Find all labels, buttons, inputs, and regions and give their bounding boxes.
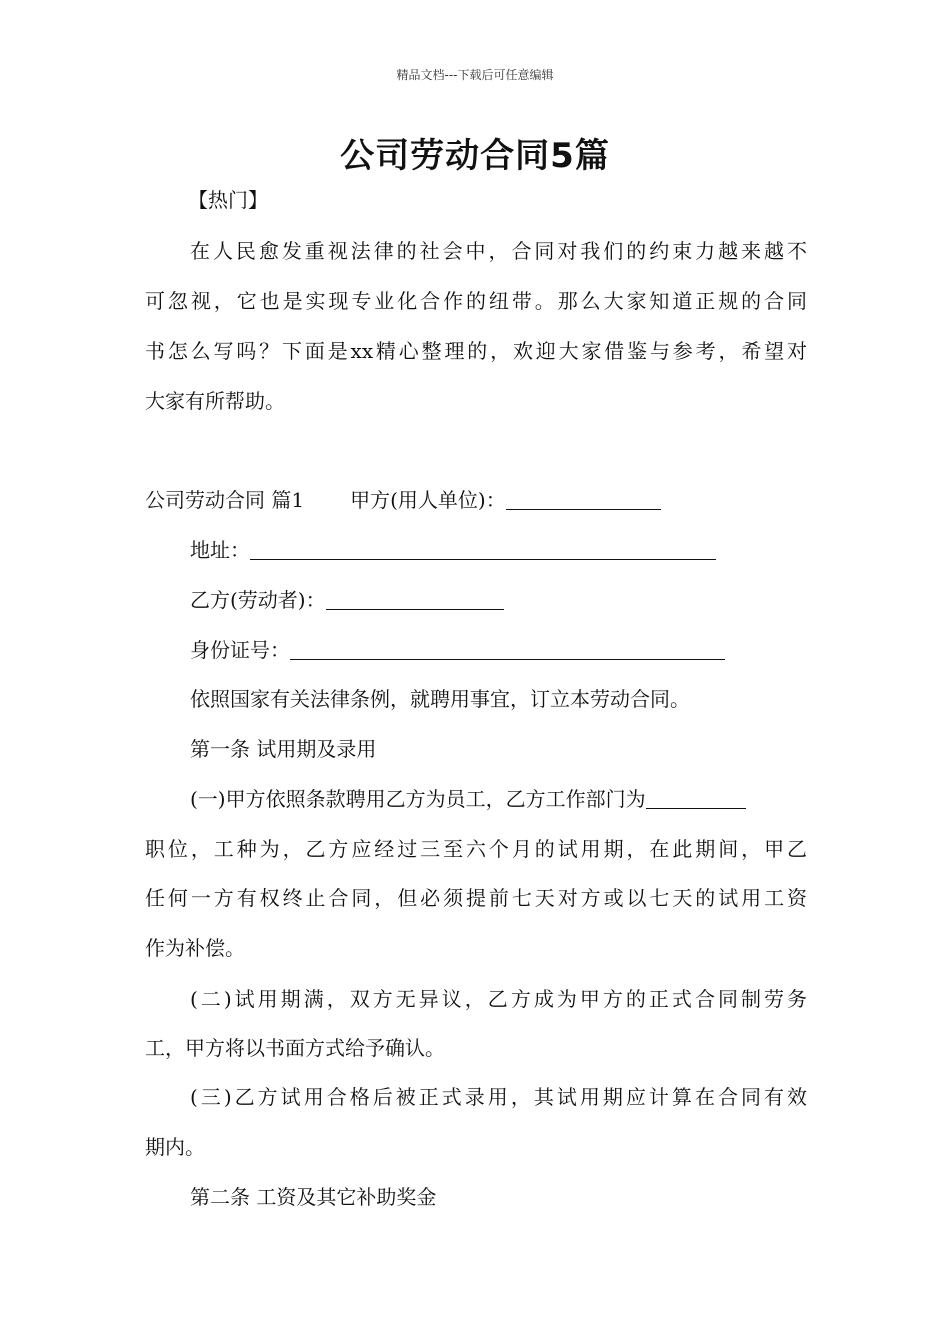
article2-title: 第二条 工资及其它补助奖金 — [190, 1185, 437, 1209]
a1-p1-line-2: 职位，工种为，乙方应经过三至六个月的试用期，在此期间，甲乙 — [145, 837, 807, 861]
address-blank — [250, 539, 716, 560]
a1-p1-line-1: (一)甲方依照条款聘用乙方为员工，乙方工作部门为 — [190, 787, 646, 811]
section-heading: 公司劳动合同 篇1 — [145, 488, 305, 512]
id-number-label: 身份证号： — [190, 638, 290, 662]
a1-p3-line-1: (三)乙方试用合格后被正式录用，其试用期应计算在合同有效 — [190, 1085, 807, 1109]
document-tag: 【热门】 — [188, 188, 268, 212]
document-title: 公司劳动合同5篇 — [340, 136, 610, 176]
basis-text: 依照国家有关法律条例，就聘用事宜，订立本劳动合同。 — [190, 687, 690, 711]
a1-p2-line-1: (二)试用期满，双方无异议，乙方成为甲方的正式合同制劳务 — [190, 987, 807, 1011]
id-number-blank — [290, 639, 725, 660]
party-a-blank — [506, 489, 661, 510]
intro-line-4: 大家有所帮助。 — [145, 389, 285, 413]
a1-p1-line-1-row — [190, 786, 807, 812]
party-b-label: 乙方(劳动者)： — [190, 588, 326, 612]
a1-p1-line-3: 任何一方有权终止合同，但必须提前七天对方或以七天的试用工资 — [145, 886, 807, 910]
a1-p1-line-4: 作为补偿。 — [145, 936, 245, 960]
a1-p2-line-2: 工，甲方将以书面方式给予确认。 — [145, 1036, 445, 1060]
address-label: 地址： — [190, 538, 250, 562]
page-header: 精品文档---下载后可任意编辑 — [396, 68, 554, 82]
department-blank — [646, 788, 746, 809]
intro-line-2: 可忽视，它也是实现专业化合作的纽带。那么大家知道正规的合同 — [145, 289, 807, 313]
party-a-label: 甲方(用人单位)： — [350, 488, 506, 512]
intro-line-3: 书怎么写吗？下面是xx精心整理的，欢迎大家借鉴与参考，希望对 — [145, 339, 807, 363]
section-heading-row — [145, 487, 807, 513]
article1-title: 第一条 试用期及录用 — [190, 737, 377, 761]
party-b-row — [190, 587, 807, 613]
address-row — [190, 537, 807, 563]
party-b-blank — [326, 589, 504, 610]
a1-p3-line-2: 期内。 — [145, 1135, 205, 1159]
id-number-row — [190, 637, 807, 663]
intro-line-1: 在人民愈发重视法律的社会中，合同对我们的约束力越来越不 — [190, 239, 807, 263]
